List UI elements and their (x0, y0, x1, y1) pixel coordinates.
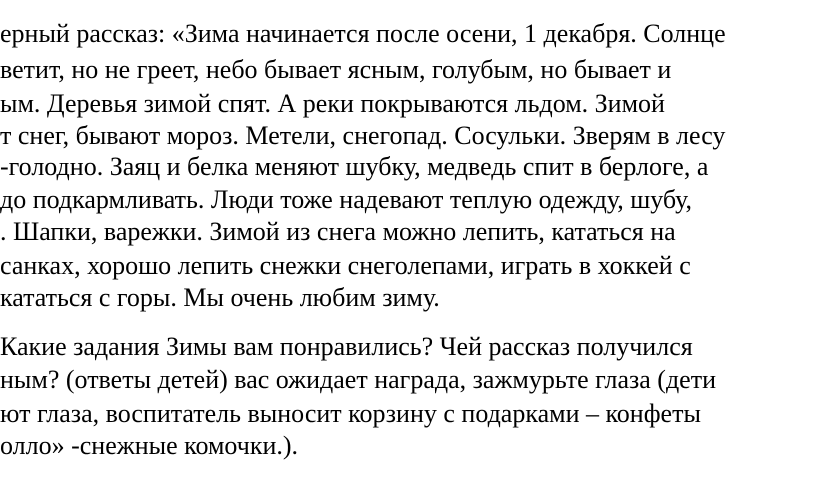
text-line: ерный рассказ: «Зима начинается после осени, 1 декабря. Солнце (0, 19, 726, 48)
text-line: Какие задания Зимы вам понравились? Чей рассказ получился (0, 332, 693, 361)
text-line: т снег, бывают мороз. Метели, снегопад. Сосульки. Зверям в лесу (0, 121, 726, 150)
text-line: санках, хорошо лепить снежки снеголепами, играть в хоккей с (0, 251, 691, 280)
text-line: . Шапки, варежки. Зимой из снега можно лепить, кататься на (0, 217, 676, 246)
text-line: олло» -снежные комочки.). (0, 431, 299, 460)
text-line: ным? (ответы детей) вас ожидает награда, зажмурьте глаза (дети (0, 365, 717, 394)
text-line: -голодно. Заяц и белка меняют шубку, медведь спит в берлоге, а (0, 152, 709, 181)
text-line: ым. Деревья зимой спят. А реки покрываются льдом. Зимой (0, 89, 665, 118)
text-line: кататься с горы. Мы очень любим зиму. (0, 283, 440, 312)
text-line: ветит, но не греет, небо бывает ясным, голубым, но бывает и (0, 55, 672, 84)
text-line: ют глаза, воспитатель выносит корзину с подарками – конфеты (0, 399, 701, 428)
text-line: до подкармливать. Люди тоже надевают теплую одежду, шубу, (0, 185, 693, 214)
